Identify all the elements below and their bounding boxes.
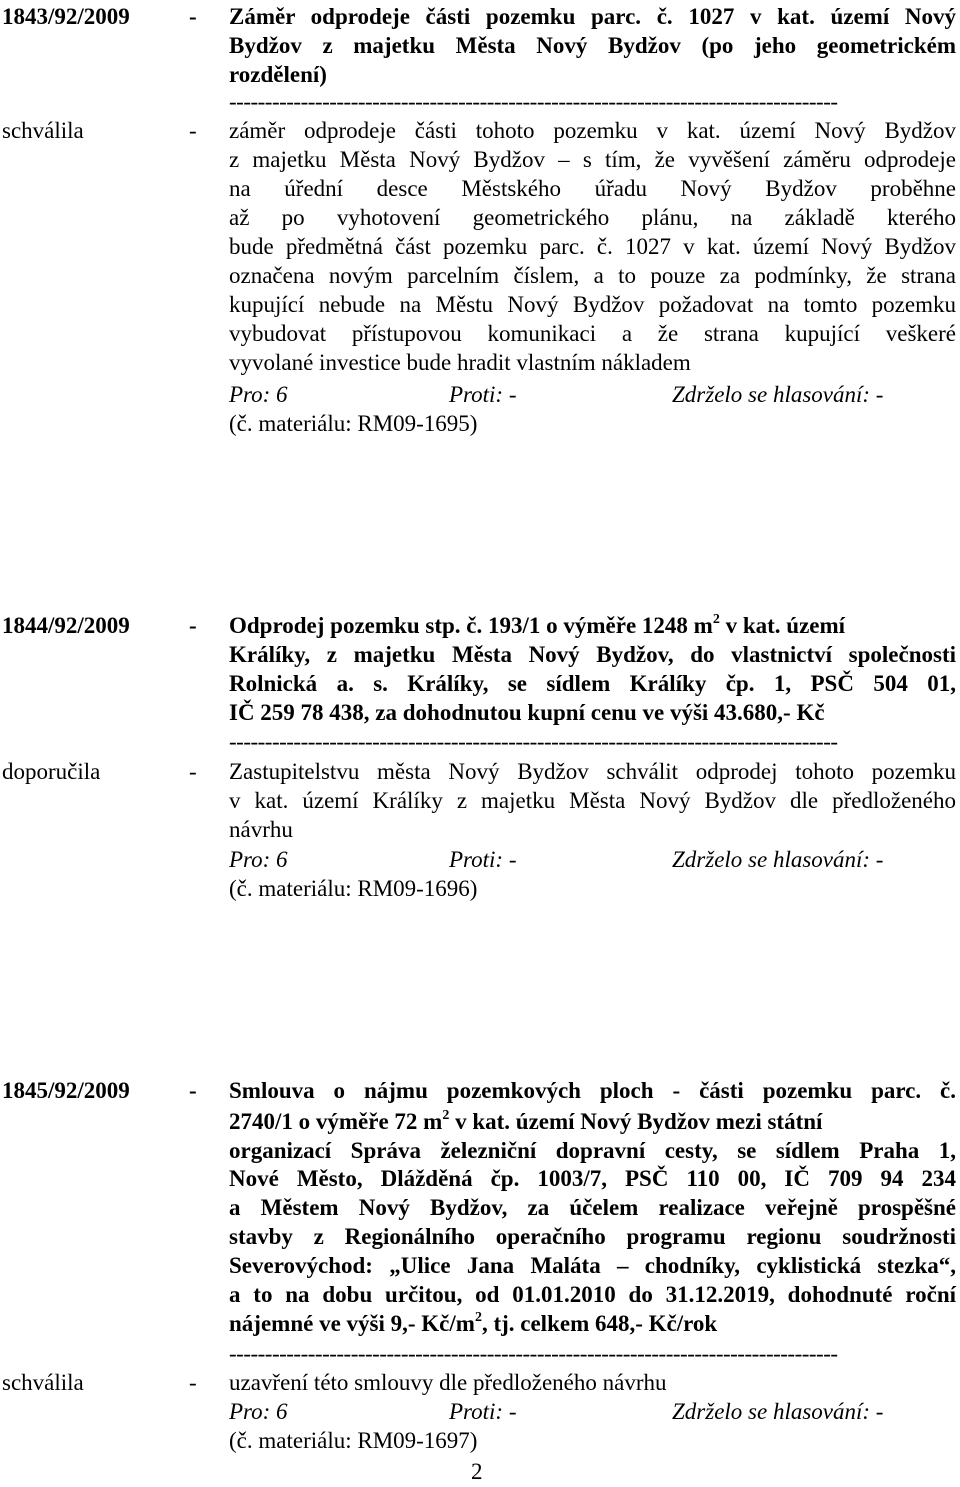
resolution-text-line: vybudovat přístupovou komunikaci a že strana kupující veškeré — [229, 321, 956, 346]
resolution-text-line: označena novým parcelním číslem, a to pouze za podmínky, že strana — [229, 263, 956, 288]
material-reference: (č. materiálu: RM09-1696) — [229, 876, 478, 901]
resolution-text-line: bude předmětná část pozemku parc. č. 1027 v kat. území Nový Bydžov — [229, 234, 956, 259]
resolution-title-line: stavby z Regionálního operačního programu regionu soudržnosti — [229, 1224, 956, 1249]
resolution-text-line: uzavření této smlouvy dle předloženého návrhu — [229, 1370, 667, 1395]
resolution-title-line: a to na dobu určitou, od 01.01.2010 do 31.12.2019, dohodnuté roční — [229, 1282, 956, 1307]
resolution-title-line: Rolnická a. s. Králíky, se sídlem Králíky čp. 1, PSČ 504 01, — [229, 671, 956, 696]
separator-line: ------------------------------------------------------------------------------------- — [229, 89, 838, 114]
resolution-title-line — [229, 1309, 717, 1338]
resolution-text-line: v kat. území Králíky z majetku Města Nový Bydžov dle předloženého — [229, 788, 956, 813]
vote-pro: Pro: 6 — [229, 382, 288, 407]
title-text: 2740/1 o výměře 72 m — [229, 1109, 443, 1134]
dash: - — [189, 4, 197, 29]
dash: - — [189, 1370, 197, 1395]
resolution-text-line: návrhu — [229, 817, 293, 842]
title-text: , tj. celkem 648,- Kč/rok — [481, 1311, 718, 1336]
resolution-text-line: z majetku Města Nový Bydžov – s tím, že vyvěšení záměru odprodeje — [229, 147, 956, 172]
resolution-title-line: organizací Správa železniční dopravní cesty, se sídlem Praha 1, — [229, 1138, 956, 1163]
resolution-text-line: vyvolané investice bude hradit vlastním nákladem — [229, 350, 691, 375]
title-text: Odprodej pozemku stp. č. 193/1 o výměře 1248 m — [229, 613, 713, 638]
page-number: 2 — [471, 1459, 483, 1484]
resolution-text-line: kupující nebude na Městu Nový Bydžov požadovat na tomto pozemku — [229, 292, 956, 317]
resolution-number: 1845/92/2009 — [2, 1078, 130, 1103]
dash: - — [189, 613, 197, 638]
resolution-title-line: rozdělení) — [229, 62, 327, 87]
resolution-title-line: Smlouva o nájmu pozemkových ploch - části pozemku parc. č. — [229, 1078, 956, 1103]
vote-abstain: Zdrželo se hlasování: - — [672, 1399, 884, 1424]
vote-pro: Pro: 6 — [229, 847, 288, 872]
vote-proti: Proti: - — [449, 382, 517, 407]
superscript: 2 — [442, 1108, 450, 1123]
separator-line: ------------------------------------------------------------------------------------- — [229, 729, 838, 754]
action-label: schválila — [2, 1370, 84, 1395]
vote-proti: Proti: - — [449, 847, 517, 872]
vote-pro: Pro: 6 — [229, 1399, 288, 1424]
dash: - — [189, 118, 197, 143]
resolution-number: 1843/92/2009 — [2, 4, 130, 29]
resolution-title-line: Králíky, z majetku Města Nový Bydžov, do vlastnictví společnosti — [229, 642, 956, 667]
resolution-title-line: Severovýchod: „Ulice Jana Maláta – chodníky, cyklistická stezka“, — [229, 1253, 956, 1278]
resolution-number: 1844/92/2009 — [2, 613, 130, 638]
material-reference: (č. materiálu: RM09-1695) — [229, 411, 478, 436]
resolution-title-line: Nové Město, Dlážděná čp. 1003/7, PSČ 110 00, IČ 709 94 234 — [229, 1166, 956, 1191]
resolution-title-line: Bydžov z majetku Města Nový Bydžov (po jeho geometrickém — [229, 33, 956, 58]
dash: - — [189, 1078, 197, 1103]
dash: - — [189, 759, 197, 784]
resolution-title-line — [229, 1107, 822, 1136]
action-label: schválila — [2, 118, 84, 143]
resolution-text-line: na úřední desce Městského úřadu Nový Bydžov proběhne — [229, 176, 956, 201]
action-label: doporučila — [2, 759, 101, 784]
resolution-title-line: Záměr odprodeje části pozemku parc. č. 1027 v kat. území Nový — [229, 4, 956, 29]
vote-abstain: Zdrželo se hlasování: - — [672, 847, 884, 872]
resolution-title-line: IČ 259 78 438, za dohodnutou kupní cenu ve výši 43.680,- Kč — [229, 700, 825, 725]
resolution-text-line: až po vyhotovení geometrického plánu, na základě kterého — [229, 205, 956, 230]
material-reference: (č. materiálu: RM09-1697) — [229, 1428, 478, 1453]
title-text: v kat. území Nový Bydžov mezi státní — [449, 1109, 823, 1134]
resolution-text-line: záměr odprodeje části tohoto pozemku v kat. území Nový Bydžov — [229, 118, 956, 143]
vote-proti: Proti: - — [449, 1399, 517, 1424]
resolution-title-line: a Městem Nový Bydžov, za účelem realizace veřejně prospěšné — [229, 1195, 956, 1220]
superscript: 2 — [712, 612, 720, 627]
resolution-text-line: Zastupitelstvu města Nový Bydžov schválit odprodej tohoto pozemku — [229, 759, 956, 784]
title-text: nájemné ve výši 9,- Kč/m — [229, 1311, 475, 1336]
resolution-title-line — [229, 611, 956, 640]
separator-line: ------------------------------------------------------------------------------------- — [229, 1341, 838, 1366]
superscript: 2 — [474, 1310, 482, 1325]
title-text: v kat. území — [719, 613, 846, 638]
vote-abstain: Zdrželo se hlasování: - — [672, 382, 884, 407]
